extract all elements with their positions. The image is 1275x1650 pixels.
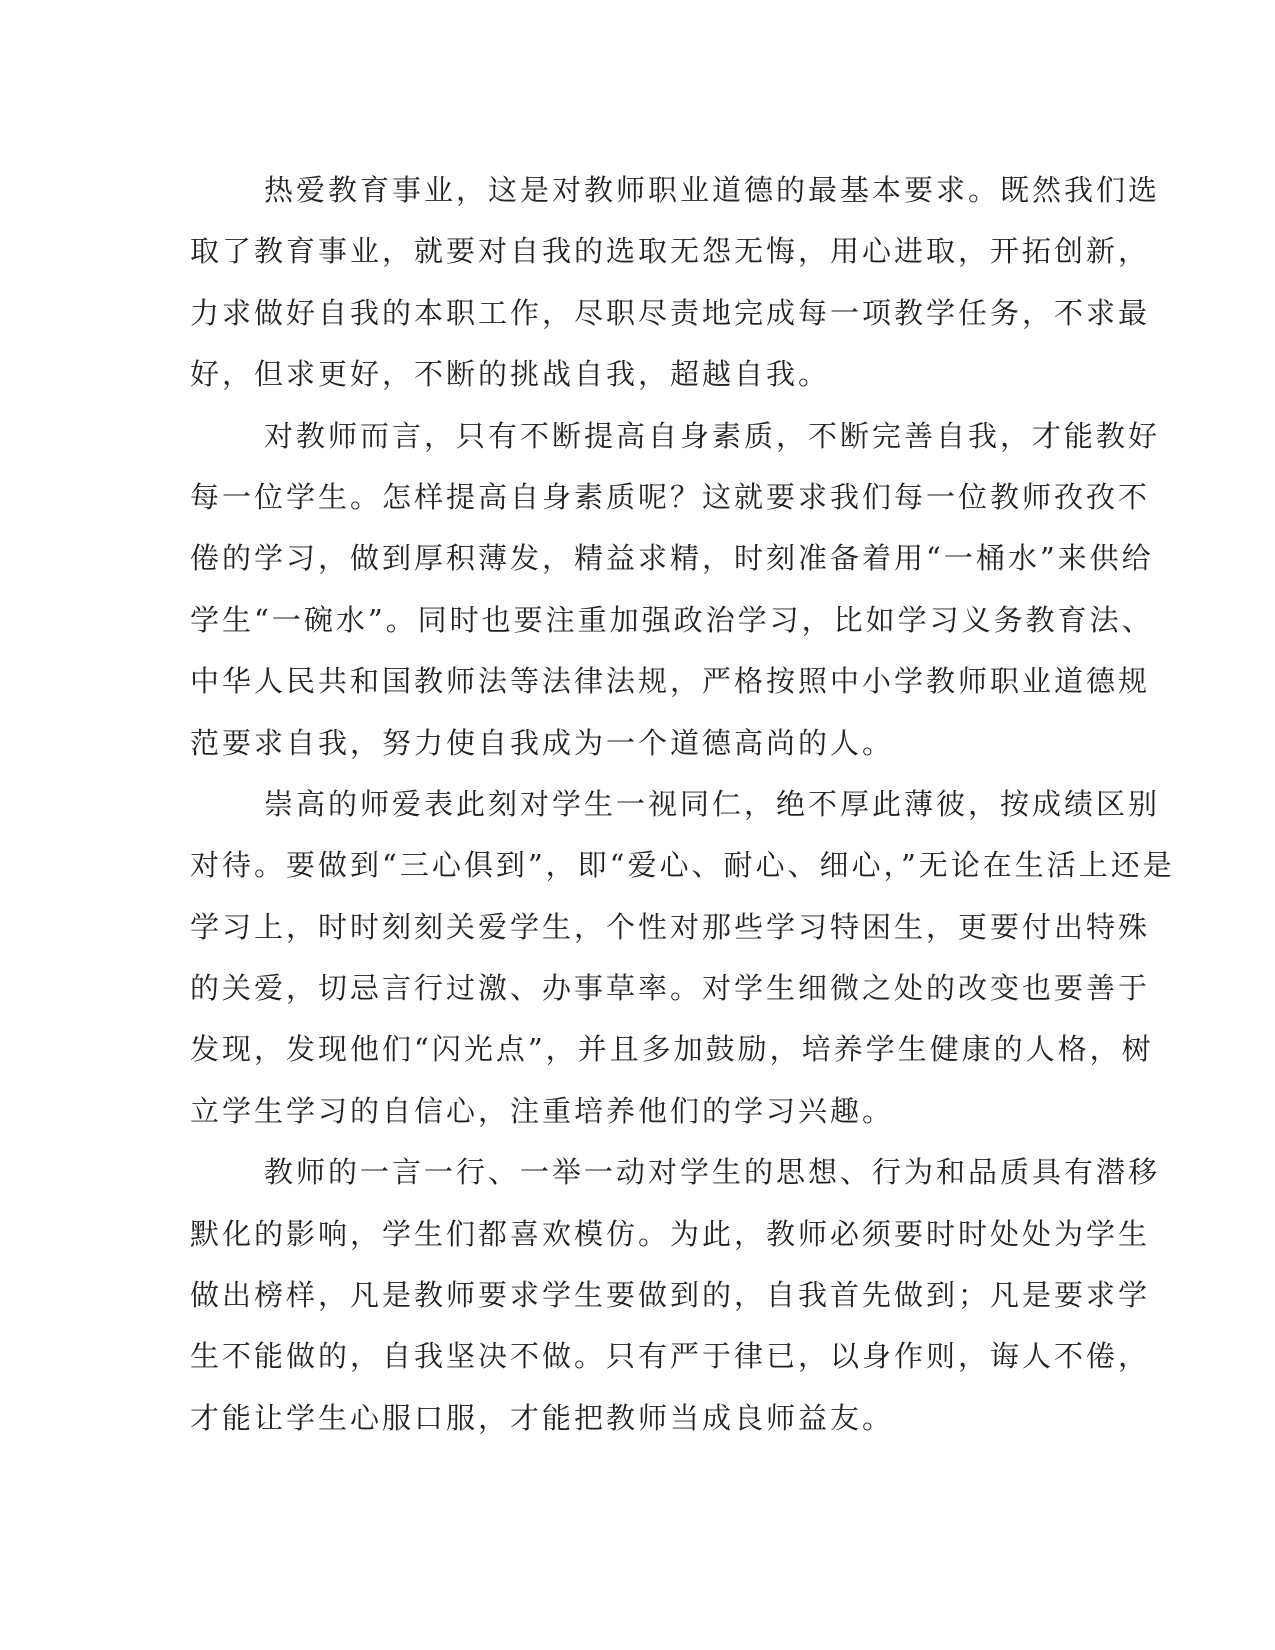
text-line: 好，但求更好，不断的挑战自我，超越自我。 (190, 357, 831, 392)
paragraph-2 (190, 406, 1161, 774)
text-line: 教师的一言一行、一举一动对学生的思想、行为和品质具有潜移 (264, 1155, 1161, 1190)
text-line: 发现，发现他们“闪光点”，并且多加鼓励，培养学生健康的人格，树 (190, 1032, 1154, 1067)
text-line: 范要求自我，努力使自我成为一个道德高尚的人。 (190, 725, 895, 760)
text-line: 默化的影响，学生们都喜欢模仿。为此，教师必须要时时处处为学生 (190, 1216, 1151, 1251)
text-line: 做出榜样，凡是教师要求学生要做到的，自我首先做到；凡是要求学 (190, 1278, 1151, 1313)
text-line: 对待。要做到“三心俱到”，即“爱心、耐心、细心，”无论在生活上还是 (190, 848, 1175, 883)
text-line: 取了教育事业，就要对自我的选取无怨无悔，用心进取，开拓创新， (190, 234, 1151, 269)
text-line: 学生“一碗水”。同时也要注重加强政治学习，比如学习义务教育法、 (190, 602, 1154, 637)
text-line: 热爱教育事业，这是对教师职业道德的最基本要求。既然我们选 (264, 173, 1161, 207)
text-line: 每一位学生。怎样提高自身素质呢？这就要求我们每一位教师孜孜不 (190, 479, 1151, 514)
text-line: 倦的学习，做到厚积薄发，精益求精，时刻准备着用“一桶水”来供给 (190, 541, 1154, 576)
text-line: 中华人民共和国教师法等法律法规，严格按照中小学教师职业道德规 (190, 664, 1151, 699)
paragraph-3 (190, 774, 1175, 1142)
text-line: 崇高的师爱表此刻对学生一视同仁，绝不厚此薄彼，按成绩区别 (264, 786, 1161, 821)
document-body (190, 160, 1175, 1449)
text-line: 对教师而言，只有不断提高自身素质，不断完善自我，才能教好 (264, 418, 1161, 453)
text-line: 才能让学生心服口服，才能把教师当成良师益友。 (190, 1400, 895, 1435)
paragraph-4 (190, 1142, 1161, 1449)
text-line: 力求做好自我的本职工作，尽职尽责地完成每一项教学任务，不求最 (190, 295, 1151, 330)
text-line: 立学生学习的自信心，注重培养他们的学习兴趣。 (190, 1093, 895, 1128)
text-line: 的关爱，切忌言行过激、办事草率。对学生细微之处的改变也要善于 (190, 971, 1151, 1006)
paragraph-1 (190, 160, 1161, 406)
text-line: 学习上，时时刻刻关爱学生，个性对那些学习特困生，更要付出特殊 (190, 909, 1151, 944)
text-line: 生不能做的，自我坚决不做。只有严于律已，以身作则，诲人不倦， (190, 1339, 1151, 1374)
